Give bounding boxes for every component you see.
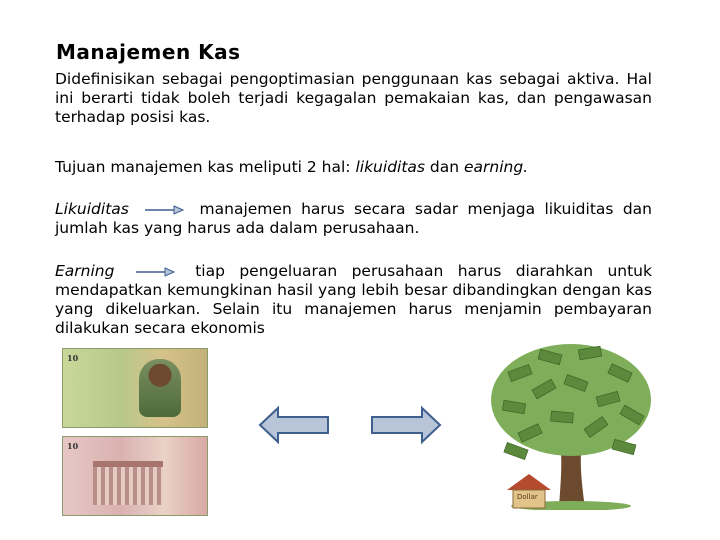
tree-sign-label: Dollar	[517, 493, 538, 501]
goal-paragraph	[55, 158, 652, 177]
goal-term-liquidity: likuiditas	[355, 158, 425, 176]
left-arrow-icon	[258, 405, 330, 445]
portrait-icon	[139, 359, 181, 417]
money-tree-image	[489, 338, 653, 510]
banknote-red	[62, 436, 208, 516]
banknote-green	[62, 348, 208, 428]
liquidity-description: manajemen harus secara sadar menjaga likuiditas dan jumlah kas yang harus ada dalam perusahaan.	[55, 200, 652, 237]
right-arrow-big-icon	[370, 405, 442, 445]
earning-term: Earning	[55, 262, 115, 280]
liquidity-term: Likuiditas	[55, 200, 129, 218]
bill-value-label: 10	[67, 353, 79, 363]
earning-description: tiap pengeluaran perusahaan harus diarahkan untuk mendapatkan kemungkinan hasil yang lebih besar dibandingkan dengan kas yang dikeluarkan. Selain itu manajemen harus menjamin pembayaran dilakukan secara ekonomis	[55, 262, 652, 337]
right-arrow-icon	[135, 267, 175, 277]
banknotes-image	[62, 348, 208, 516]
goal-and: dan	[424, 158, 464, 176]
money-tree-icon	[489, 338, 653, 510]
bill-value-label: 10	[67, 441, 79, 451]
goal-term-earning: earning.	[464, 158, 529, 176]
right-arrow-icon	[144, 205, 184, 215]
earning-paragraph	[55, 262, 652, 338]
definition-paragraph: Didefinisikan sebagai pengoptimasian penggunaan kas sebagai aktiva. Hal ini berarti tidak boleh terjadi kegagalan pemakaian kas, dan pengawasan terhadap posisi kas.	[55, 70, 652, 126]
liquidity-paragraph	[55, 200, 652, 238]
building-icon	[93, 461, 163, 505]
goal-prefix: Tujuan manajemen kas meliputi 2 hal:	[55, 158, 356, 176]
slide-title: Manajemen Kas	[56, 40, 241, 64]
